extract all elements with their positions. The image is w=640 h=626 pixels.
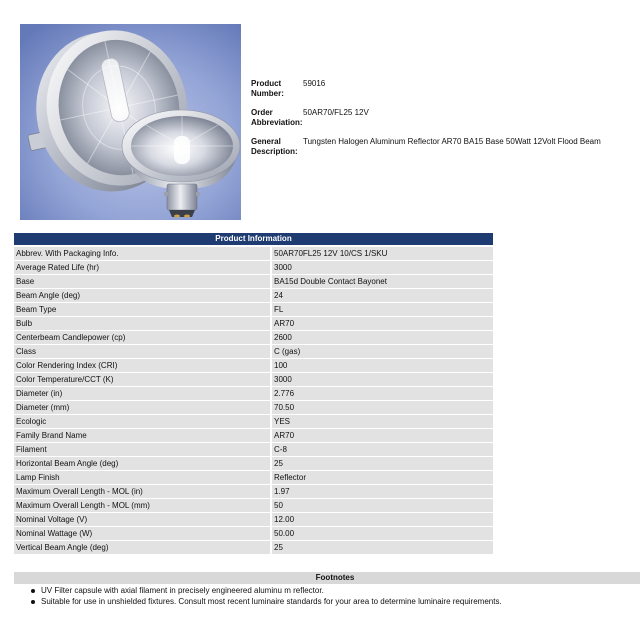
bullet-icon — [31, 600, 35, 604]
spec-value: AR70 — [272, 429, 493, 442]
spec-label: Lamp Finish — [14, 471, 270, 484]
spec-label: Abbrev. With Packaging Info. — [14, 247, 270, 260]
spec-label: Nominal Voltage (V) — [14, 513, 270, 526]
spec-value: 50 — [272, 499, 493, 512]
table-row — [14, 289, 493, 302]
product-number-label: Product Number: — [251, 79, 284, 98]
table-row — [14, 247, 493, 260]
spec-label: Vertical Beam Angle (deg) — [14, 541, 270, 554]
spec-value: 70.50 — [272, 401, 493, 414]
spec-value: AR70 — [272, 317, 493, 330]
table-row — [14, 457, 493, 470]
table-row — [14, 485, 493, 498]
spec-label: Filament — [14, 443, 270, 456]
spec-value: 24 — [272, 289, 493, 302]
spec-value: 25 — [272, 457, 493, 470]
table-row — [14, 373, 493, 386]
spec-value: BA15d Double Contact Bayonet — [272, 275, 493, 288]
product-image — [20, 24, 241, 220]
table-row — [14, 317, 493, 330]
product-summary — [251, 79, 631, 166]
spec-label: Base — [14, 275, 270, 288]
table-row — [14, 443, 493, 456]
spec-value: YES — [272, 415, 493, 428]
spec-value: 3000 — [272, 373, 493, 386]
table-row — [14, 331, 493, 344]
spec-value: C (gas) — [272, 345, 493, 358]
table-row — [14, 541, 493, 554]
table-row — [14, 401, 493, 414]
spec-value: 1.97 — [272, 485, 493, 498]
spec-label: Maximum Overall Length - MOL (mm) — [14, 499, 270, 512]
bullet-icon — [31, 589, 35, 593]
spec-value: C-8 — [272, 443, 493, 456]
spec-label: Diameter (mm) — [14, 401, 270, 414]
spec-label: Beam Angle (deg) — [14, 289, 270, 302]
spec-label: Color Rendering Index (CRI) — [14, 359, 270, 372]
spec-value: 2.776 — [272, 387, 493, 400]
spec-label: Diameter (in) — [14, 387, 270, 400]
order-abbreviation-value: 50AR70/FL25 12V — [303, 108, 369, 117]
spec-value: 100 — [272, 359, 493, 372]
order-abbreviation-label: Order Abbreviation: — [251, 108, 303, 127]
spec-value: 50AR70FL25 12V 10/CS 1/SKU — [272, 247, 493, 260]
table-row — [14, 499, 493, 512]
spec-label: Average Rated Life (hr) — [14, 261, 270, 274]
list-item — [0, 596, 640, 607]
product-information-table — [14, 247, 493, 555]
spec-label: Horizontal Beam Angle (deg) — [14, 457, 270, 470]
product-number-value: 59016 — [303, 79, 326, 88]
summary-row-general-description — [251, 137, 631, 157]
spec-label: Color Temperature/CCT (K) — [14, 373, 270, 386]
table-row — [14, 261, 493, 274]
footnotes-header: Footnotes — [14, 572, 640, 584]
product-information-header: Product Information — [14, 233, 493, 245]
spec-value: 2600 — [272, 331, 493, 344]
spec-label: Bulb — [14, 317, 270, 330]
general-description-label: General Description: — [251, 137, 298, 156]
footnotes-list — [0, 585, 640, 607]
table-row — [14, 275, 493, 288]
spec-label: Centerbeam Candlepower (cp) — [14, 331, 270, 344]
table-row — [14, 513, 493, 526]
spec-value: Reflector — [272, 471, 493, 484]
spec-label: Nominal Wattage (W) — [14, 527, 270, 540]
table-row — [14, 387, 493, 400]
spec-label: Maximum Overall Length - MOL (in) — [14, 485, 270, 498]
list-item — [0, 585, 640, 596]
table-row — [14, 429, 493, 442]
summary-row-product-number — [251, 79, 631, 99]
general-description-value: Tungsten Halogen Aluminum Reflector AR70 BA15 Base 50Watt 12Volt Flood Beam — [303, 137, 601, 146]
table-row — [14, 303, 493, 316]
table-row — [14, 527, 493, 540]
spec-label: Ecologic — [14, 415, 270, 428]
spec-label: Class — [14, 345, 270, 358]
spec-value: 50.00 — [272, 527, 493, 540]
summary-row-order-abbreviation — [251, 108, 631, 128]
table-row — [14, 359, 493, 372]
spec-value: FL — [272, 303, 493, 316]
spec-label: Family Brand Name — [14, 429, 270, 442]
table-row — [14, 471, 493, 484]
spec-value: 12.00 — [272, 513, 493, 526]
table-row — [14, 345, 493, 358]
table-row — [14, 415, 493, 428]
spec-value: 3000 — [272, 261, 493, 274]
spec-label: Beam Type — [14, 303, 270, 316]
footnote-text: UV Filter capsule with axial filament in precisely engineered aluminu m reflector. — [41, 586, 324, 595]
spec-value: 25 — [272, 541, 493, 554]
product-photo-svg — [20, 24, 241, 220]
footnote-text: Suitable for use in unshielded fixtures. Consult most recent luminaire standards for your area to determine luminaire requirements. — [41, 597, 502, 606]
